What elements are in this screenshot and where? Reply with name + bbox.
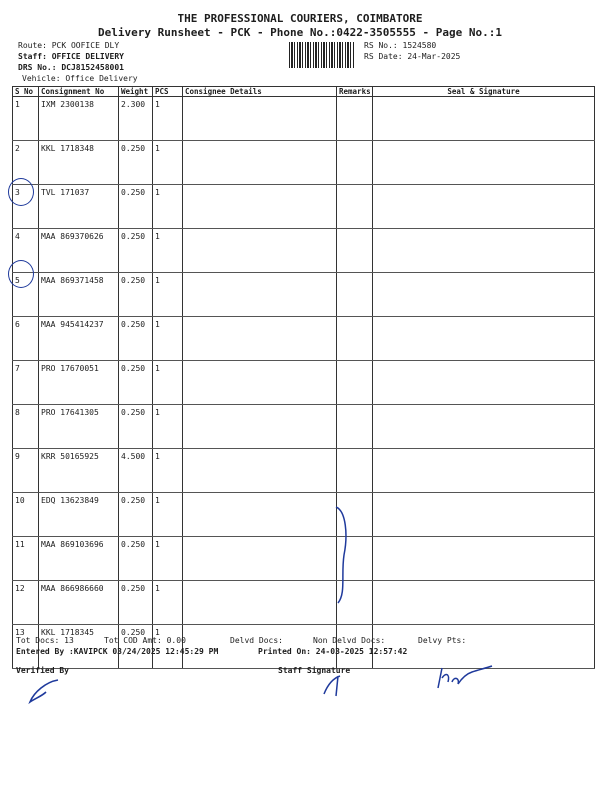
cell-signature	[373, 361, 595, 405]
cell-consignment: EDQ 13623849	[39, 493, 119, 537]
cell-weight: 0.250	[119, 229, 153, 273]
cell-weight: 0.250	[119, 273, 153, 317]
cell-consignment: TVL 171037	[39, 185, 119, 229]
handwritten-circle-mark	[8, 260, 34, 288]
cell-consignee	[183, 97, 337, 141]
cell-consignment: MAA 945414237	[39, 317, 119, 361]
table-row	[13, 229, 595, 273]
cell-consignee	[183, 449, 337, 493]
cell-signature	[373, 273, 595, 317]
table-row	[13, 493, 595, 537]
cell-consignee	[183, 537, 337, 581]
handwritten-bracket-mark	[332, 505, 356, 605]
col-signature: Seal & Signature	[373, 87, 595, 97]
cell-consignee	[183, 405, 337, 449]
verified-by-label: Verified By	[16, 666, 69, 675]
cell-consignment: MAA 866986660	[39, 581, 119, 625]
company-title: THE PROFESSIONAL COURIERS, COIMBATORE	[177, 12, 423, 25]
cell-signature	[373, 141, 595, 185]
cell-sno: 9	[13, 449, 39, 493]
table-row	[13, 185, 595, 229]
table-row	[13, 405, 595, 449]
cell-pcs: 1	[153, 493, 183, 537]
vehicle-info: Vehicle: Office Delivery	[22, 74, 138, 83]
cell-weight: 0.250	[119, 537, 153, 581]
cell-pcs: 1	[153, 625, 183, 669]
cell-sno: 12	[13, 581, 39, 625]
cell-consignment: KKL 1718345	[39, 625, 119, 669]
cell-sno: 4	[13, 229, 39, 273]
cell-sno: 1	[13, 97, 39, 141]
cell-signature	[373, 449, 595, 493]
verifier-signature-scribble	[24, 672, 64, 708]
cell-weight: 2.300	[119, 97, 153, 141]
cell-sno: 6	[13, 317, 39, 361]
cell-consignment: PRO 17641305	[39, 405, 119, 449]
route-info: Route: PCK OOFICE DLY	[18, 41, 120, 50]
cell-weight: 0.250	[119, 493, 153, 537]
cell-consignee	[183, 273, 337, 317]
cell-consignee	[183, 185, 337, 229]
cell-consignee	[183, 581, 337, 625]
cell-pcs: 1	[153, 229, 183, 273]
cell-signature	[373, 97, 595, 141]
cell-sno: 2	[13, 141, 39, 185]
rs-date: RS Date: 24-Mar-2025	[364, 52, 461, 61]
cell-signature	[373, 317, 595, 361]
cell-consignment: KRR 50165925	[39, 449, 119, 493]
drs-number: DRS No.: DCJ8152458001	[18, 63, 124, 72]
col-pcs: PCS	[153, 87, 183, 97]
cell-pcs: 1	[153, 317, 183, 361]
cell-weight: 0.250	[119, 141, 153, 185]
staff-info: Staff: OFFICE DELIVERY	[18, 52, 124, 61]
staff-signature-scribble	[318, 670, 358, 700]
table-row	[13, 361, 595, 405]
cell-remarks	[337, 361, 373, 405]
table-row	[13, 449, 595, 493]
cell-remarks	[337, 273, 373, 317]
cell-pcs: 1	[153, 449, 183, 493]
cell-consignment: PRO 17670051	[39, 361, 119, 405]
cell-consignee	[183, 141, 337, 185]
cell-remarks	[337, 449, 373, 493]
cell-consignee	[183, 493, 337, 537]
cell-weight: 0.250	[119, 625, 153, 669]
delivered-docs: Delvd Docs:	[230, 636, 283, 645]
total-cod-amount: Tot COD Amt: 0.00	[104, 636, 186, 645]
table-header-row	[13, 87, 595, 97]
col-consignee: Consignee Details	[183, 87, 337, 97]
cell-remarks	[337, 317, 373, 361]
runsheet-title: Delivery Runsheet - PCK - Phone No.:0422-3505555 - Page No.:1	[98, 26, 502, 39]
non-delivered-docs: Non Delvd Docs:	[313, 636, 386, 645]
cell-remarks	[337, 405, 373, 449]
cell-sno: 3	[13, 185, 39, 229]
delivery-points: Delvy Pts:	[418, 636, 467, 645]
cell-consignment: IXM 2300138	[39, 97, 119, 141]
table-row	[13, 273, 595, 317]
cell-pcs: 1	[153, 405, 183, 449]
cell-remarks	[337, 141, 373, 185]
cell-consignee	[183, 229, 337, 273]
cell-sno: 11	[13, 537, 39, 581]
entered-by: Entered By :KAVIPCK 03/24/2025 12:45:29 PM	[16, 647, 219, 656]
cell-weight: 4.500	[119, 449, 153, 493]
cell-pcs: 1	[153, 97, 183, 141]
cell-pcs: 1	[153, 185, 183, 229]
col-remarks: Remarks	[337, 87, 373, 97]
cell-pcs: 1	[153, 141, 183, 185]
table-row	[13, 581, 595, 625]
cell-signature	[373, 229, 595, 273]
cell-consignee	[183, 361, 337, 405]
col-weight: Weight	[119, 87, 153, 97]
cell-weight: 0.250	[119, 317, 153, 361]
cell-weight: 0.250	[119, 185, 153, 229]
cell-sno: 10	[13, 493, 39, 537]
cell-weight: 0.250	[119, 581, 153, 625]
cell-consignment: MAA 869371458	[39, 273, 119, 317]
staff-signature-label: Staff Signature	[278, 666, 351, 675]
table-row	[13, 537, 595, 581]
table-row	[13, 97, 595, 141]
cell-sno: 7	[13, 361, 39, 405]
cell-sno: 13	[13, 625, 39, 669]
printed-on: Printed On: 24-03-2025 12:57:42	[258, 647, 408, 656]
handwritten-circle-mark	[8, 178, 34, 206]
cell-consignee	[183, 317, 337, 361]
cell-remarks	[337, 229, 373, 273]
handwritten-signature-scribble	[432, 660, 498, 696]
cell-signature	[373, 537, 595, 581]
cell-pcs: 1	[153, 581, 183, 625]
cell-pcs: 1	[153, 361, 183, 405]
barcode	[289, 42, 355, 68]
runsheet-table	[12, 86, 595, 669]
col-consignment: Consignment No	[39, 87, 119, 97]
cell-sno: 5	[13, 273, 39, 317]
table-row	[13, 317, 595, 361]
cell-weight: 0.250	[119, 405, 153, 449]
table-row	[13, 141, 595, 185]
rs-number: RS No.: 1524580	[364, 41, 437, 50]
cell-signature	[373, 493, 595, 537]
cell-consignment: MAA 869103696	[39, 537, 119, 581]
cell-signature	[373, 185, 595, 229]
cell-pcs: 1	[153, 273, 183, 317]
cell-remarks	[337, 97, 373, 141]
total-docs: Tot Docs: 13	[16, 636, 74, 645]
cell-pcs: 1	[153, 537, 183, 581]
cell-consignment: MAA 869370626	[39, 229, 119, 273]
cell-weight: 0.250	[119, 361, 153, 405]
cell-signature	[373, 405, 595, 449]
cell-sno: 8	[13, 405, 39, 449]
cell-consignment: KKL 1718348	[39, 141, 119, 185]
cell-remarks	[337, 185, 373, 229]
col-sno: S No	[13, 87, 39, 97]
cell-signature	[373, 581, 595, 625]
